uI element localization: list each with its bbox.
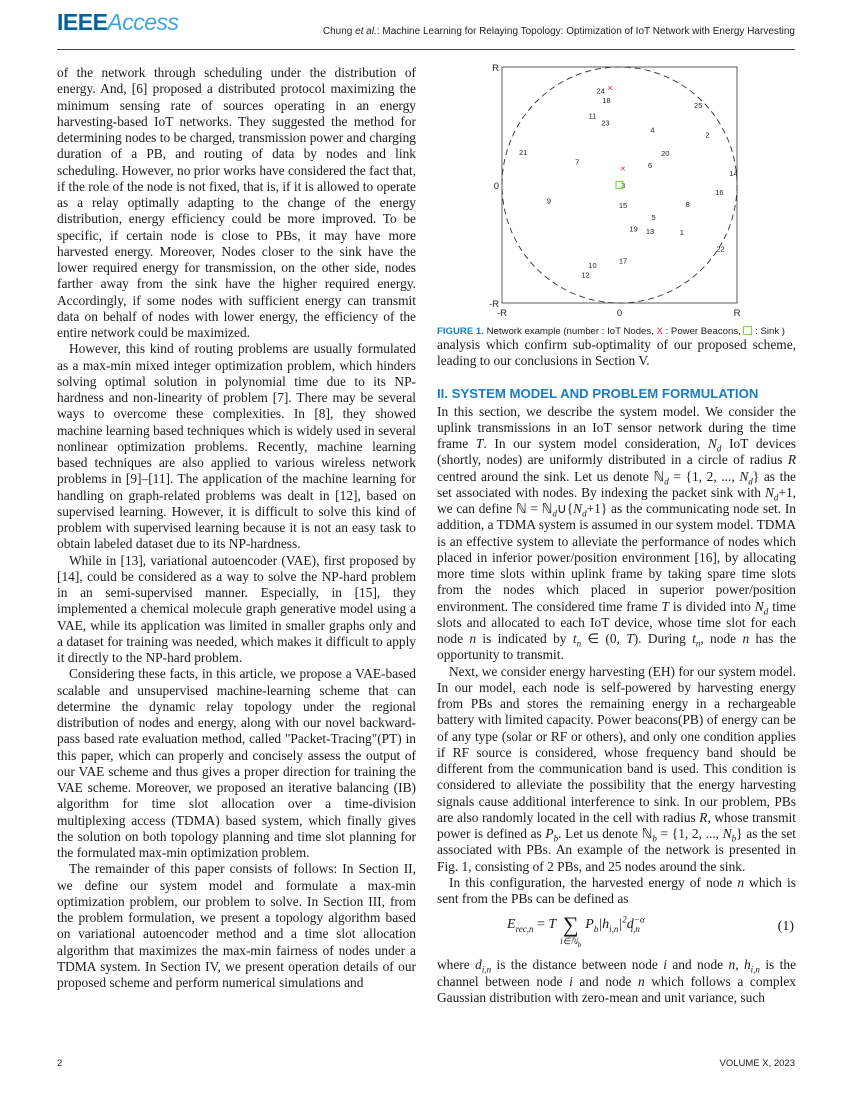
iot-node-label: 12: [581, 270, 590, 280]
iot-node-label: 10: [588, 261, 597, 271]
math-inline: $N_d$: [764, 484, 779, 503]
iot-node-label: 15: [618, 201, 628, 211]
text-run: analysis which confirm sub-optimality of our proposed scheme, leading to our conclusions in Section V.: [437, 337, 796, 369]
caption-part: Network example (number : IoT Nodes,: [483, 326, 657, 337]
text-run: time slots and allocated to each IoT device, whose time slot for each node: [437, 598, 796, 646]
iot-node-label: 19: [629, 224, 638, 234]
x-tick-label: -R: [496, 308, 508, 319]
math-inline: $t_n$: [692, 631, 701, 649]
iot-node-label: 7: [575, 157, 580, 167]
y-tick-label: R: [492, 63, 499, 74]
math-inline: }: [752, 468, 760, 484]
text-run: and node: [666, 957, 729, 973]
math-inline: $h_{i,n}$: [743, 957, 760, 975]
logo-access: Access: [107, 9, 179, 35]
text-run: as the set associated with PBs. An example of the network is presented in Fig. 1, consisting of 2 PBs, and 25 nodes around the sink.: [437, 826, 797, 874]
text-run: centred around the sink. Let us denote: [437, 468, 654, 484]
math-inline: $N_d$: [573, 501, 587, 519]
running-title: : Machine Learning for Relaying Topology: Optimization of IoT Network with Energy Harvesting: [376, 26, 795, 37]
math-inline: i: [569, 973, 573, 989]
section-heading: II. SYSTEM MODEL AND PROBLEM FORMULATION: [437, 385, 759, 401]
text-run: In this configuration, the harvested energy of node: [449, 874, 738, 890]
math-inline: n: [737, 874, 745, 890]
running-author: Chung: [322, 26, 356, 37]
iot-node-label: 23: [601, 118, 610, 128]
paragraph: [437, 957, 796, 1006]
running-header: [323, 26, 795, 37]
math-inline: n: [637, 973, 645, 989]
equation-body: $E_{rec,n} = T$ ∑ i∈ℕ$_b$ $P_b|h_{i,n}|^2d^{-\alpha}_{i,n}$: [507, 912, 645, 950]
text-run: Considering these facts, in this article, we propose a VAE-based scalable and unsupervised machine-learning scheme that can determine the dynamic relay topology under the regional distribution of nodes and energy, along with our novel backward-pass based rate evaluation method, called "Packet-Tracing"(PT) in this paper, which can properly and concisely assess the output of our VAE scheme and thus gives a proper direction for training the VAE scheme. Moreover, we proposed an iterative balancing (IB) algorithm for time slot allocation over a time-division multiplexing access (TDMA) based system, which finally gives the solution on both topology planning and time slot planning for the formulated max-min optimization problem.: [57, 666, 416, 860]
volume-label: VOLUME X, 2023: [719, 1058, 795, 1069]
figure-label: FIGURE 1.: [437, 326, 484, 337]
left-column: [57, 65, 416, 991]
figure-1-network-plot: [480, 60, 780, 322]
iot-node-label: 14: [729, 169, 738, 179]
iot-node-label: 1: [679, 228, 684, 238]
right-paragraphs-b: [437, 404, 796, 908]
iot-node-label: 11: [588, 111, 597, 121]
math-inline: }: [736, 826, 743, 841]
paragraph: [437, 337, 796, 370]
math-inline: n: [742, 631, 750, 646]
text-run: . In our system model consideration,: [483, 436, 708, 451]
math-inline: i: [663, 957, 667, 973]
header-rule: [57, 49, 795, 50]
text-run: which follows a complex Gaussian distribution with zero-mean and unit variance, such: [437, 973, 796, 1005]
iot-node-label: 6: [647, 160, 653, 170]
paragraph: [437, 664, 796, 875]
iot-node-label: 13: [645, 227, 655, 237]
math-inline: ℕ$_d$: [653, 468, 669, 487]
right-paragraphs-a: [437, 337, 796, 370]
math-inline: ∈ (0,: [581, 631, 627, 646]
caption-beacon-symbol: X: [656, 326, 663, 337]
right-paragraphs-c: [437, 957, 796, 1006]
text-run: IoT devices (shortly, nodes) are uniformly distributed in a circle of radius: [437, 436, 796, 468]
math-inline: ∪{: [556, 501, 574, 516]
iot-node-label: 25: [694, 100, 703, 110]
x-tick-label: 0: [616, 308, 623, 319]
math-inline: $N_d$: [707, 436, 722, 454]
logo-ieee: IEEE: [57, 9, 108, 35]
paragraph: [57, 341, 416, 552]
math-inline: +1: [778, 484, 793, 500]
text-run: of the network through scheduling under the distribution of energy. And, [6] proposed a distributed protocol maximizing the minimum sensing rate of sources operating in an energy harvesting-based IoT networks. They suggested the method for determining nodes to be charged, transmission power and charging duration of a PB, and routing of data by nodes and link scheduling. However, no prior works have considered the fact that, if the role of the node is not fixed, that is, if it is allowed to operate as a relay optimally adapting to the change of the energy distribution, energy efficiency could be more improved. To be specific, if certain node is close to PBs, it may have more harvested energy. Moreover, Nodes closer to the sink have the lower required energy for transmission, on the other side, nodes farther away from the sink have the higher required energy. Accordingly, if some nodes with sufficient energy can transmit data on behalf of nodes with lower energy, the efficiency of the entire network could be maximized.: [57, 65, 416, 340]
math-inline: = {1, 2, ...,: [668, 468, 740, 484]
right-column: [437, 337, 796, 1006]
math-inline: +1}: [586, 501, 608, 516]
power-beacon-marker: ×: [620, 163, 626, 174]
paragraph: [437, 404, 796, 664]
text-run: , node: [700, 631, 743, 646]
power-beacon-marker: ×: [607, 83, 613, 94]
iot-node-label: 5: [651, 212, 656, 222]
caption-part: : Power Beacons,: [662, 326, 744, 337]
math-inline: $P_b$: [545, 826, 559, 844]
math-inline: $d_{i,n}$: [475, 957, 492, 975]
text-run: is divided into: [668, 598, 755, 614]
math-inline: ): [633, 631, 639, 646]
text-run: as the set associated with nodes. By indexing the packet sink with: [437, 468, 796, 500]
y-tick-label: 0: [493, 181, 499, 192]
iot-node-label: 3: [620, 181, 626, 190]
math-inline: $N_b$: [722, 826, 737, 844]
equation-1: [437, 913, 796, 953]
iot-node-label: 22: [716, 244, 725, 254]
paragraph: [57, 861, 416, 991]
caption-part: : Sink ): [752, 326, 785, 337]
iot-node-label: 17: [618, 256, 628, 266]
text-run: The remainder of this paper consists of follows: In Section II, we define our system model and formulate a max-min optimization problem, our problem to solve. In Section III, from the problem formulation, we present a topology algorithm based on variational autoencoder method and a time slot allocation algorithm that maximizes the max-min fairness of nodes under a TDMA system. In Section IV, we present operation details of our proposed scheme and perform numerical simulations and: [57, 861, 416, 990]
paragraph: [57, 666, 416, 861]
y-tick-label: -R: [488, 299, 499, 310]
text-run: has the opportunity to transmit.: [437, 631, 797, 663]
paragraph: [57, 553, 416, 667]
text-run: where: [437, 957, 476, 973]
math-inline: $N_d$: [754, 598, 769, 617]
paragraph: [437, 875, 796, 908]
iot-node-label: 18: [602, 96, 611, 106]
text-run: While in [13], variational autoencoder (VAE), first proposed by [14], could be considered as a way to solve the NP-hard problem in an semi-supervised manner. Especially, in [15], they implemented a chemical molecule graph generative model using a VAE, while its application was limited in smaller graphs only and a dataset for training was needed, which makes it difficult to apply it directly to the NP-hard problem.: [57, 552, 416, 665]
iot-node-label: 20: [661, 149, 670, 159]
math-inline: R: [787, 452, 796, 468]
text-run: . During: [638, 631, 693, 646]
text-run: and node: [572, 973, 638, 989]
text-run: as the communicating node set. In addition, a TDMA system is assumed in our system model. TDMA is an effective system to alleviate the performance of nodes which placed in inferior power/position environment [16], by allocating more time slots within uplink frame by taking spare time slots from the nodes which placed in superior power/position environment. The considered time frame: [437, 501, 796, 614]
math-inline: ℕ$_b$: [641, 826, 657, 844]
text-run: In this section, we describe the system model. We consider the uplink transmissions in an IoT sensor network during the time frame: [437, 403, 796, 451]
figure-caption: [437, 326, 797, 337]
iot-node-label: 21: [518, 147, 528, 157]
math-inline: n: [728, 957, 736, 973]
text-run: Next, we consider energy harvesting (EH) for our system model. In our model, each node is self-powered by harvesting energy from PBs and stores the remaining energy in a rechargeable battery with limited capacity. Power beacons(PB) of energy can be of any type (solar or RF or others), and only one condition applies if RF source is considered, whose frequency band should be different from the communication band is used. This condition is considered to alleviate the possibility that the energy harvesting signals cause additional interference to sink. In our problem, PBs are also randomly located in the cell with radius: [437, 663, 796, 825]
math-inline: n: [469, 631, 477, 646]
math-inline: T: [661, 598, 669, 614]
iot-node-label: 9: [546, 196, 552, 206]
text-run: . Let us denote: [558, 826, 642, 841]
math-inline: d: [552, 508, 557, 519]
math-inline: ℕ = ℕ: [515, 501, 553, 516]
math-inline: $N_d$: [739, 468, 753, 487]
text-run: which is sent from the PBs can be defined as: [437, 874, 796, 906]
math-inline: R: [699, 809, 708, 825]
paragraph: [57, 65, 416, 341]
text-run: However, this kind of routing problems are usually formulated as a max-min mixed integer optimization problem, which hinders solving optimal solution in polynomial time due to its NP-hardness and non-linearity of problem [7]. There may be several ways to overcome these complexities. In [8], they showed machine learning based techniques which is widely used in several nonlinear optimization problems. Recently, machine learning based techniques are also applied to various wireless network problems in [9]–[11]. The application of the machine learning for handling on graph-related problems was dealt in [12], based on supervised learning. However, it is difficult to solve this kind of problem with supervised learning because it is not an easy task to obtain labeled dataset due to its NP-hardness.: [57, 341, 416, 552]
iot-node-label: 16: [715, 188, 724, 198]
math-inline: = {1, 2, ...,: [656, 826, 723, 841]
running-etal: et al.: [355, 26, 377, 37]
text-run: , whose transmit power is defined as: [437, 809, 796, 841]
iot-node-label: 4: [650, 125, 655, 135]
equation-number: (1): [777, 919, 794, 935]
iot-node-label: 24: [596, 86, 605, 96]
text-run: is the distance between node: [491, 957, 664, 973]
math-inline: $t_n$: [572, 631, 582, 649]
iot-node-label: 8: [685, 199, 690, 209]
math-inline: T: [475, 436, 484, 451]
iot-node-label: 2: [705, 130, 710, 140]
page-number: 2: [57, 1058, 63, 1069]
text-run: is the channel between node: [437, 957, 797, 989]
math-inline: T: [626, 631, 634, 646]
ieee-access-logo: [57, 9, 179, 35]
text-run: ,: [735, 957, 744, 973]
x-tick-label: R: [733, 308, 741, 319]
text-run: , we can define: [437, 484, 796, 516]
text-run: is indicated by: [476, 631, 573, 646]
